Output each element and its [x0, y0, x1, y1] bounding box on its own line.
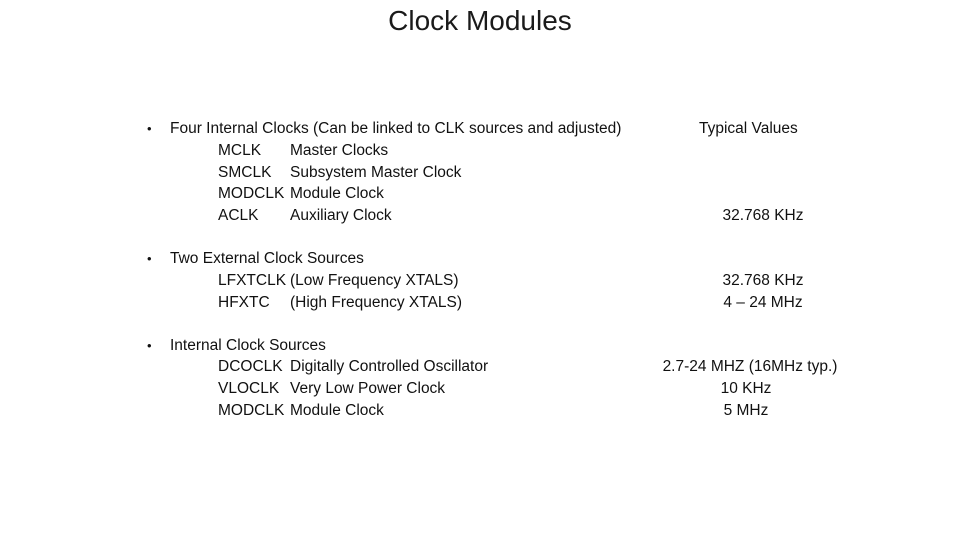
bullet-icon: •	[147, 121, 152, 136]
section-heading: Two External Clock Sources	[170, 250, 364, 267]
clock-desc: Auxiliary Clock	[290, 207, 392, 224]
clock-code: DCOCLK	[218, 358, 283, 375]
bullet-icon: •	[147, 251, 152, 266]
clock-desc: Digitally Controlled Oscillator	[290, 358, 489, 375]
clock-value: 10 KHz	[720, 380, 772, 397]
clock-code: MCLK	[218, 142, 262, 159]
section-heading: Four Internal Clocks (Can be linked to CLK sources and adjusted)	[170, 120, 622, 137]
clock-desc: Master Clocks	[290, 142, 389, 159]
clock-code: MODCLK	[218, 185, 285, 202]
clock-desc: (Low Frequency XTALS)	[290, 272, 459, 289]
clock-desc: Subsystem Master Clock	[290, 164, 462, 181]
clock-code: HFXTC	[218, 294, 270, 311]
clock-value: 2.7-24 MHZ (16MHz typ.)	[662, 358, 838, 375]
clock-value: 32.768 KHz	[722, 272, 804, 289]
clock-code: LFXTCLK	[218, 272, 287, 289]
clock-value: 4 – 24 MHz	[723, 294, 803, 311]
clock-code: ACLK	[218, 207, 259, 224]
clock-value: 32.768 KHz	[722, 207, 804, 224]
clock-desc: (High Frequency XTALS)	[290, 294, 462, 311]
clock-value: 5 MHz	[723, 402, 769, 419]
clock-desc: Very Low Power Clock	[290, 380, 446, 397]
values-header: Typical Values	[699, 120, 798, 137]
clock-code: VLOCLK	[218, 380, 280, 397]
bullet-icon: •	[147, 338, 152, 353]
clock-desc: Module Clock	[290, 402, 384, 419]
clock-code: MODCLK	[218, 402, 285, 419]
section-heading: Internal Clock Sources	[170, 337, 326, 354]
clock-code: SMCLK	[218, 164, 272, 181]
clock-desc: Module Clock	[290, 185, 384, 202]
slide-title: Clock Modules	[388, 5, 572, 36]
